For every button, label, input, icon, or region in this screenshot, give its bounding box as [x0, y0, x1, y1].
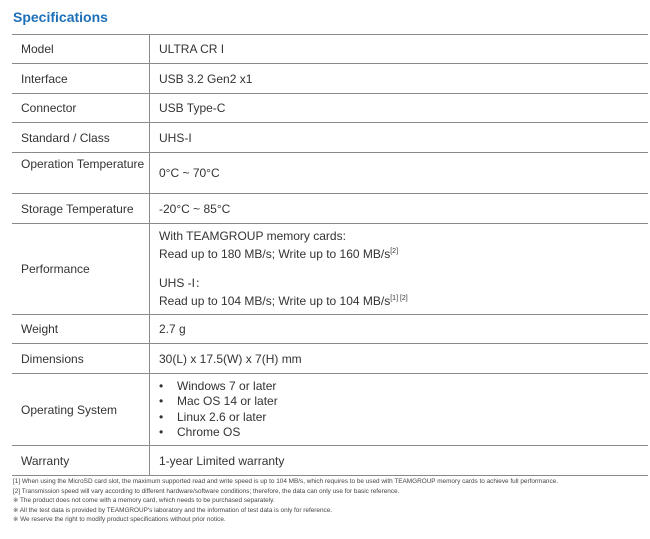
spec-row-performance [12, 224, 648, 315]
list-item [159, 394, 648, 410]
footnote-ref: [1] [2] [390, 295, 408, 302]
bullet-icon: • [159, 394, 164, 408]
spec-row-model [12, 35, 648, 64]
spec-value [150, 374, 649, 446]
speed-text: Read up to 180 MB/s; Write up to 160 MB/s [159, 247, 391, 261]
spec-label: Model [12, 35, 150, 64]
bullet-icon: • [159, 409, 164, 424]
os-name: Windows 7 or later [177, 378, 277, 393]
footnote: [2] Transmission speed will vary according to different hardware/software conditions; therefore, the data can only use for basic reference. [13, 487, 400, 495]
list-item [159, 410, 648, 426]
footnote: ※ The product does not come with a memory card, which needs to be purchased separately. [13, 497, 275, 504]
spec-label: Operating System [12, 374, 150, 446]
spec-value: 30(L) x 17.5(W) x 7(H) mm [150, 344, 649, 374]
footnote-ref: [2] [390, 248, 399, 255]
spec-row-interface [12, 64, 648, 94]
list-item [159, 379, 648, 395]
os-name: Linux 2.6 or later [177, 409, 267, 424]
spec-value: USB Type-C [150, 94, 649, 123]
spec-label: Dimensions [12, 344, 150, 374]
spec-value: 2.7 g [150, 315, 649, 344]
spec-row-weight [12, 315, 648, 344]
spec-row-standard [12, 123, 648, 153]
performance-uhs-speed [159, 291, 648, 309]
spec-row-connector [12, 94, 648, 123]
spec-label: Weight [12, 315, 150, 344]
spec-label: Interface [12, 64, 150, 94]
os-list [159, 379, 648, 441]
performance-teamgroup-heading: With TEAMGROUP memory cards: [159, 229, 346, 243]
performance-teamgroup-speed [159, 244, 648, 262]
footnote: ※ All the test data is provided by TEAMGROUP's laboratory and the information of test data is only for reference. [13, 506, 333, 514]
os-name: Mac OS 14 or later [177, 394, 278, 408]
spec-value: 0°C ~ 70°C [150, 153, 649, 194]
bullet-icon: • [159, 425, 164, 439]
spec-label: Standard / Class [12, 123, 150, 153]
bullet-icon: • [159, 378, 164, 393]
spec-value: -20°C ~ 85°C [150, 194, 649, 224]
spec-row-operation-temperature [12, 153, 648, 194]
spec-row-dimensions [12, 344, 648, 374]
spec-value: USB 3.2 Gen2 x1 [150, 64, 649, 94]
spec-label: Storage Temperature [12, 194, 150, 224]
list-item [159, 425, 648, 441]
spec-label: Performance [12, 224, 150, 315]
spec-row-warranty [12, 446, 648, 476]
spec-row-storage-temperature [12, 194, 648, 224]
spec-label: Operation Temperature [12, 153, 150, 194]
spec-row-operating-system [12, 374, 648, 446]
spec-label: Connector [12, 94, 150, 123]
spec-value: UHS-I [150, 123, 649, 153]
page-title: Specifications [13, 9, 108, 25]
performance-uhs-heading: UHS -I： [159, 276, 208, 290]
os-name: Chrome OS [177, 425, 241, 439]
footnotes [13, 477, 643, 525]
footnote: [1] When using the MicroSD card slot, the maximum supported read and write speed is up to 104 MB/s, which requires to be used with TEAMGROUP memory cards to achieve full performance. [13, 478, 558, 485]
spec-value: 1-year Limited warranty [150, 446, 649, 476]
spec-label: Warranty [12, 446, 150, 476]
spec-value: ULTRA CR I [150, 35, 649, 64]
spec-value [150, 224, 649, 315]
speed-text: Read up to 104 MB/s; Write up to 104 MB/s [159, 294, 391, 308]
specifications-table [12, 34, 648, 476]
footnote: ※ We reserve the right to modify product specifications without prior notice. [13, 516, 226, 523]
